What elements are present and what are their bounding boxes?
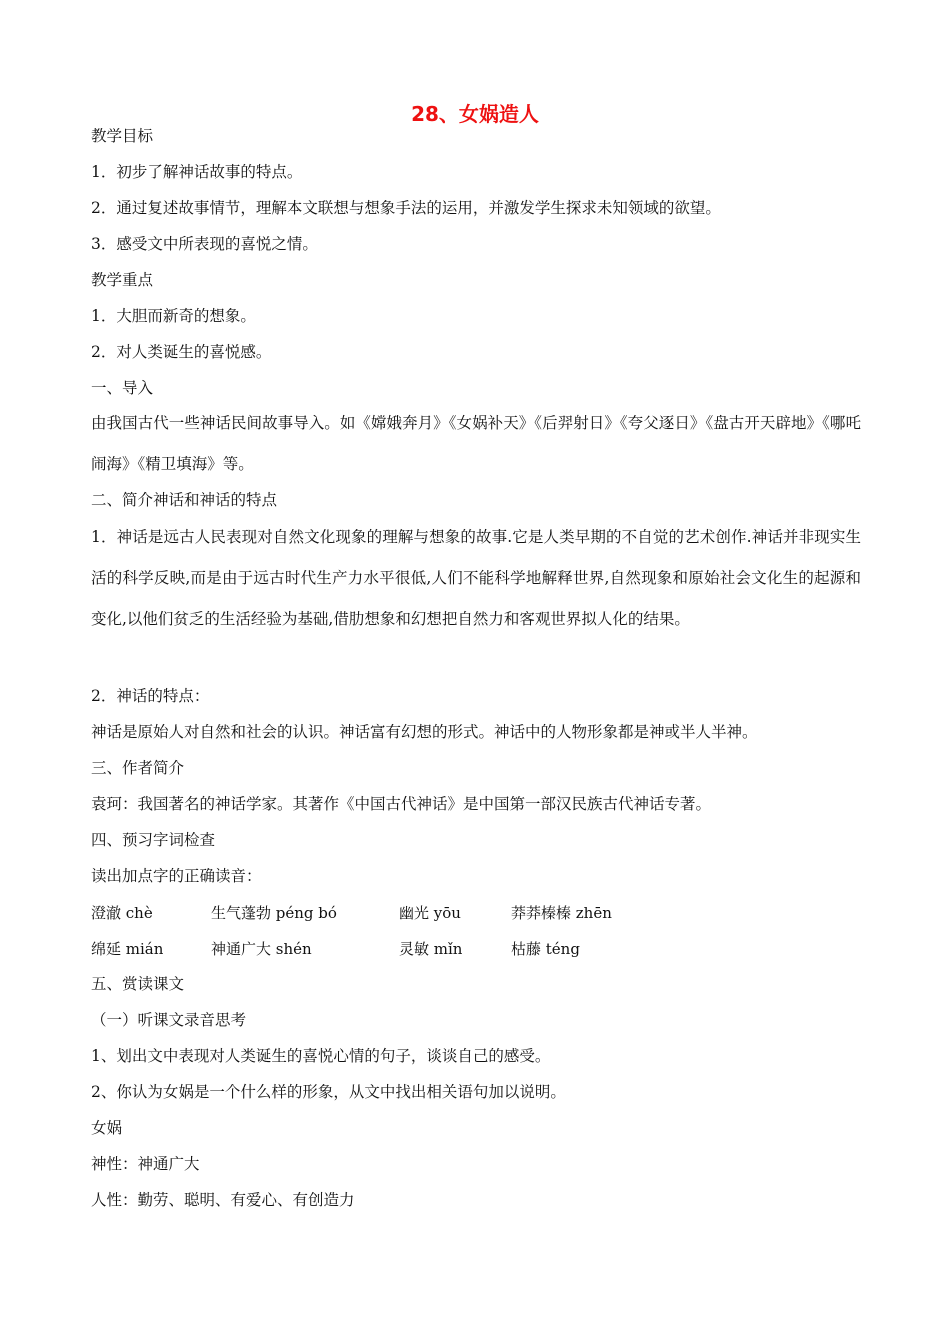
divine-nature-text: 神性：神通广大 (91, 1155, 200, 1173)
section-heading-intro: 一、导入 (91, 379, 154, 397)
author-paragraph: 袁珂：我国著名的神话学家。其著作《中国古代神话》是中国第一部汉民族古代神话专著。 (91, 795, 712, 813)
word-item: 绵延 mián (91, 940, 164, 958)
section-heading-goals: 教学目标 (91, 127, 154, 145)
goal-item-1: 1．初步了解神话故事的特点。 (91, 163, 303, 181)
section-heading-preview: 四、预习字词检查 (91, 831, 216, 849)
word-row-2 (91, 938, 871, 958)
word-item: 枯藤 téng (511, 940, 580, 958)
myth-paragraph: 1．神话是远古人民表现对自然文化现象的理解与想象的故事.它是人类早期的不自觉的艺术创作.神话并非现实生活的科学反映,而是由于远古时代生产力水平很低,人们不能科学地解释世界,自然现象和原始社会文化生的起源和变化,以他们贫乏的生活经验为基础,借肋想象和幻想把自然力和客观世界拟人化的结果。 (91, 528, 861, 628)
reading-question-1: 1、划出文中表现对人类诞生的喜悦心情的句子，谈谈自己的感受。 (91, 1047, 551, 1065)
section-heading-reading: 五、赏读课文 (91, 975, 185, 993)
section-heading-author: 三、作者简介 (91, 759, 185, 777)
word-item: 生气蓬勃 péng bó (211, 904, 337, 922)
preview-instruction: 读出加点字的正确读音： (91, 867, 262, 885)
intro-paragraph: 由我国古代一些神话民间故事导入。如《嫦娥奔月》《女娲补天》《后羿射日》《夸父逐日》《盘古开天辟地》《哪吒闹海》《精卫填海》等。 (91, 414, 861, 473)
nuwa-label: 女娲 (91, 1119, 123, 1137)
word-item: 澄澈 chè (91, 904, 153, 922)
key-item-2: 2．对人类诞生的喜悦感。 (91, 343, 272, 361)
key-item-1: 1．大胆而新奇的想象。 (91, 307, 256, 325)
section-heading-key-points: 教学重点 (91, 271, 154, 289)
myth-features-heading: 2．神话的特点： (91, 687, 210, 705)
reading-question-2: 2、你认为女娲是一个什么样的形象，从文中找出相关语句加以说明。 (91, 1083, 566, 1101)
reading-subheading: （一）听课文录音思考 (91, 1011, 247, 1029)
goal-item-3: 3．感受文中所表现的喜悦之情。 (91, 235, 318, 253)
word-item: 莽莽榛榛 zhēn (511, 904, 612, 922)
document-title: 28、女娲造人 (411, 102, 539, 126)
word-item: 神通广大 shén (211, 940, 312, 958)
myth-features-text: 神话是原始人对自然和社会的认识。神话富有幻想的形式。神话中的人物形象都是神或半人半神。 (91, 723, 758, 741)
word-item: 幽光 yōu (399, 904, 461, 922)
word-item: 灵敏 mǐn (399, 940, 463, 958)
section-heading-myth: 二、简介神话和神话的特点 (91, 491, 278, 509)
human-nature-text: 人性：勤劳、聪明、有爱心、有创造力 (91, 1191, 355, 1209)
goal-item-2: 2．通过复述故事情节，理解本文联想与想象手法的运用，并激发学生探求未知领域的欲望。 (91, 199, 721, 217)
word-row-1 (91, 902, 871, 922)
